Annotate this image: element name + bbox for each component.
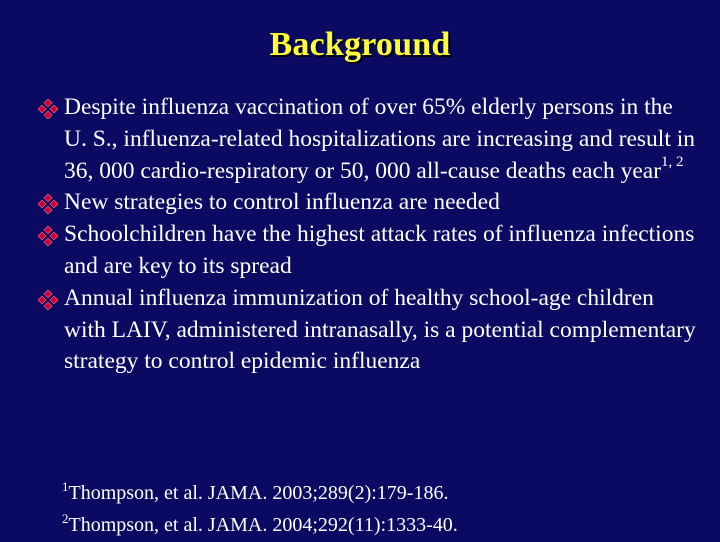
citation-superscript: 1, 2 [661,153,684,170]
reference-text: Thompson, et al. JAMA. 2003;289(2):179-186. [68,482,449,504]
reference-number: 2 [62,511,69,526]
quad-diamond-icon [38,290,58,310]
quad-diamond-icon [38,194,58,214]
reference-number: 1 [62,479,69,494]
quad-diamond-icon [38,99,58,119]
bullet-text: Despite influenza vaccination of over 65% elderly persons in the U. S., influenza-related hospitalizations are increasing and result in 36, 000 cardio-respiratory or 50, 000 all-cause deaths each year [64,94,696,184]
bullet-text: Schoolchildren have the highest attack rates of influenza infections and are key to its spread [64,221,695,279]
bullet-text: New strategies to control influenza are needed [64,189,500,216]
quad-diamond-icon [38,226,58,246]
slide-title: Background [269,26,451,63]
bullet-list [38,92,698,378]
reference-item [62,510,702,542]
bullet-item [38,92,698,187]
reference-text: Thompson, et al. JAMA. 2004;292(11):1333-40. [68,514,458,536]
bullet-item [38,187,698,219]
reference-item [62,478,702,510]
references [62,478,702,542]
bullet-item [38,219,698,283]
bullet-text: Annual influenza immunization of healthy school-age children with LAIV, administered intranasally, is a potential complementary strategy to control epidemic influenza [64,284,696,375]
bullet-item [38,283,698,378]
